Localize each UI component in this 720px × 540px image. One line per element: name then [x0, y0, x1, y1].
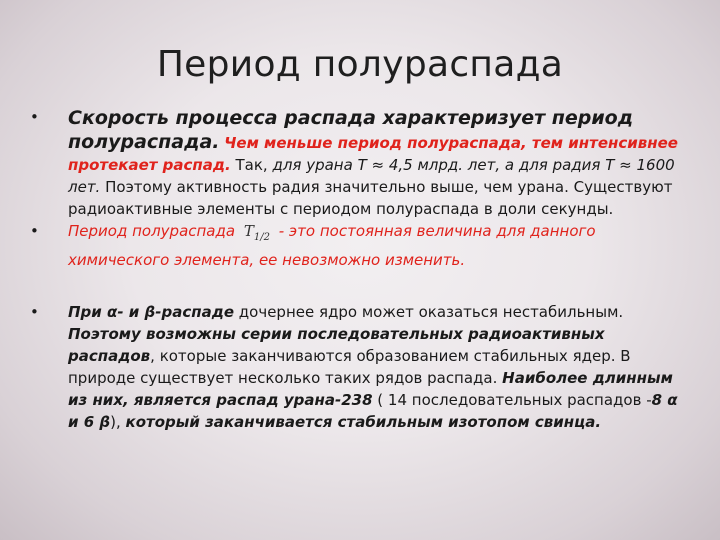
b1-activity: Поэтому активность радия значительно выше, чем урана. Существуют радиоактивные элементы с периодом полураспада в доли секунды. [68, 178, 673, 218]
b1-uranium-radium: для урана Т ≈ 4,5 млрд. лет, а для радия Т ≈ 1600 лет. [68, 156, 675, 196]
bullet-marker: • [30, 108, 39, 126]
b2-constant: - это постоянная величина для данного химического элемента, ее невозможно изменить. [68, 222, 596, 269]
slide-title: Период полураспада [156, 44, 564, 85]
b2-period-label: Период полураспада [68, 222, 236, 240]
half-life-symbol: $T_{1/2}$ [243, 222, 270, 243]
b3-stable-end: , которые заканчиваются образованием стабильных ядер. В природе существует несколько таких рядов распада. [68, 347, 631, 387]
bullet-decay-series [30, 301, 690, 433]
b3-alpha-beta-count: 8 α и 6 β [68, 391, 678, 431]
b1-so: Так, [235, 156, 268, 174]
b1-intro: Скорость процесса распада характеризует период полураспада. [68, 107, 634, 153]
b3-series: Поэтому возможны серии последовательных радиоактивных распадов [68, 325, 605, 365]
bullet-half-life-constant [30, 220, 690, 271]
b3-count: ( 14 последовательных распадов - [377, 391, 652, 409]
b3-longest: Наиболее длинным из них, является распад урана-238 [68, 369, 673, 409]
b3-unstable: дочернее ядро может оказаться нестабильным. [238, 303, 624, 321]
bullet-marker: • [30, 222, 39, 240]
bullet-list [30, 106, 690, 433]
b3-close: ), [110, 413, 121, 431]
b3-lead: который заканчивается стабильным изотопом свинца. [125, 413, 602, 431]
b3-alpha-beta: При α- и β-распаде [68, 303, 234, 321]
bullet-half-life-speed [30, 106, 690, 220]
bullet-marker: • [30, 303, 39, 321]
b1-less-period: Чем меньше период полураспада, тем интенсивнее протекает распад. [68, 134, 678, 174]
